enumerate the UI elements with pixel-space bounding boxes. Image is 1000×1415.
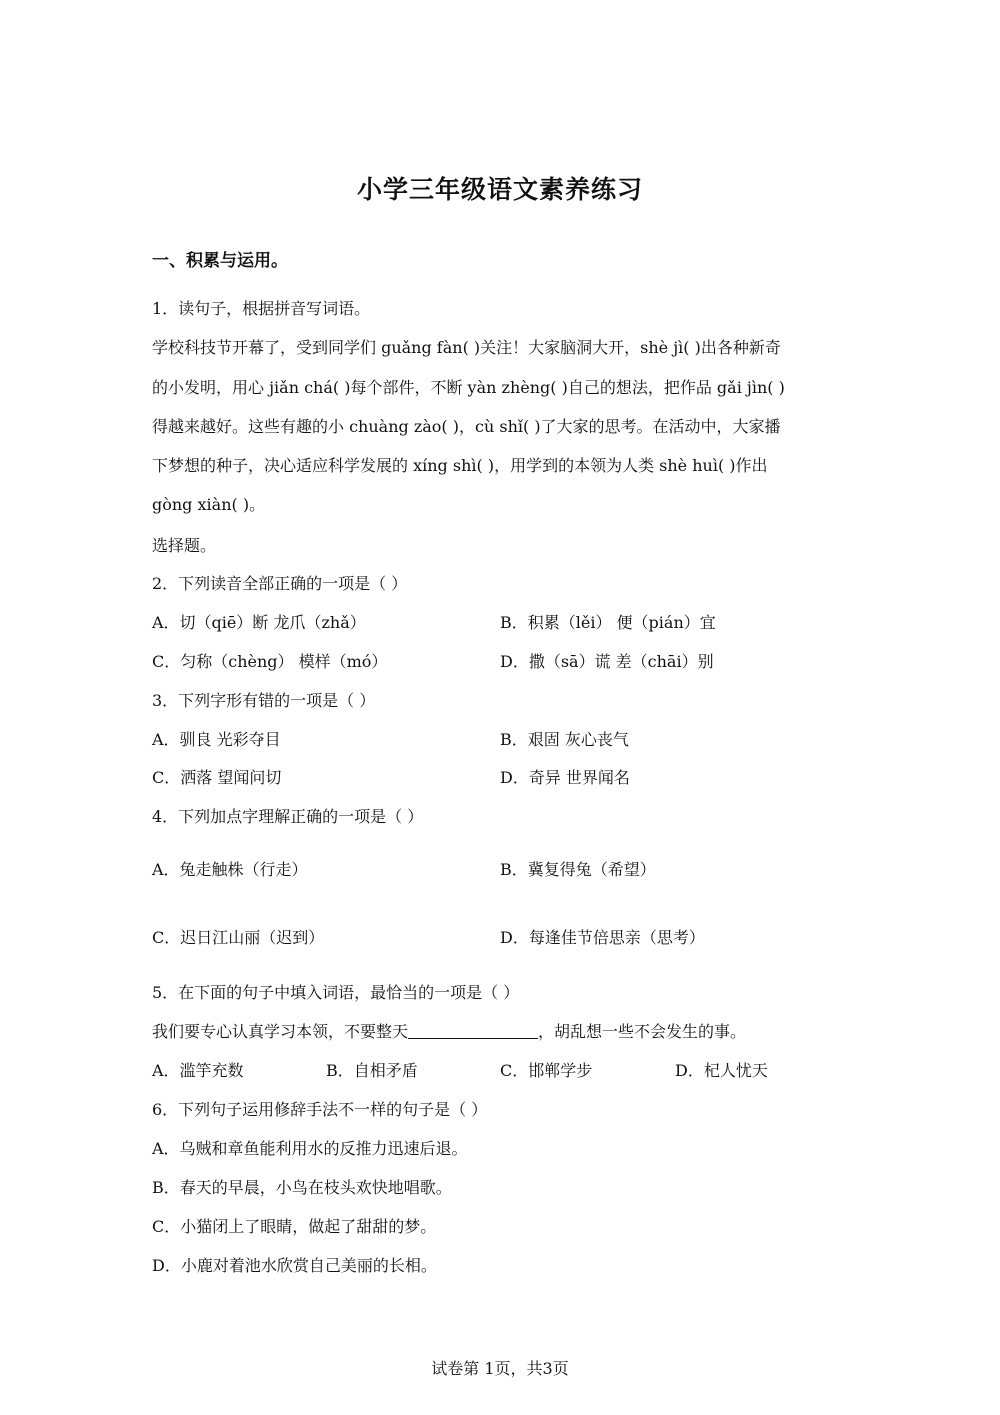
q5-option-a: A．滥竽充数 <box>152 1061 244 1080</box>
q6-option-a: A．乌贼和章鱼能利用水的反推力迅速后退。 <box>152 1139 468 1158</box>
q5-answer-blank <box>408 1022 538 1039</box>
q6-stem: 6．下列句子运用修辞手法不一样的句子是（ ） <box>152 1100 488 1119</box>
q4-option-d: D．每逢佳节倍思亲（思考） <box>500 928 705 947</box>
q1-line-1: 学校科技节开幕了，受到同学们 guǎng fàn( )关注！大家脑洞大开，shè jì( )出各种新奇 <box>152 338 781 357</box>
q4-option-a: A．兔走触株（行走） <box>152 860 308 879</box>
q4-option-b: B．冀复得兔（希望） <box>500 860 656 879</box>
q6-option-d: D．小鹿对着池水欣赏自己美丽的长相。 <box>152 1256 437 1275</box>
q5-sentence-before: 我们要专心认真学习本领，不要整天 <box>152 1022 409 1041</box>
q1-stem: 1．读句子，根据拼音写词语。 <box>152 299 371 318</box>
q4-stem: 4．下列加点字理解正确的一项是（ ） <box>152 807 424 826</box>
q3-option-c: C．洒落 望闻问切 <box>152 768 282 787</box>
q4-option-c: C．迟日江山丽（迟到） <box>152 928 325 947</box>
q1-line-2: 的小发明，用心 jiǎn chá( )每个部件，不断 yàn zhèng( )自己的想法，把作品 gǎi jìn( ) <box>152 378 785 397</box>
page-title: 小学三年级语文素养练习 <box>356 175 643 204</box>
choice-heading: 选择题。 <box>152 536 217 555</box>
q3-option-a: A．驯良 光彩夺目 <box>152 730 281 749</box>
q5-stem: 5．在下面的句子中填入词语，最恰当的一项是（ ） <box>152 983 520 1002</box>
q2-option-a: A．切（qiē）断 龙爪（zhǎ） <box>152 613 366 632</box>
q6-option-c: C．小猫闭上了眼睛，做起了甜甜的梦。 <box>152 1217 437 1236</box>
q2-option-b: B．积累（lěi） 便（pián）宜 <box>500 613 716 632</box>
q6-option-b: B．春天的早晨，小鸟在枝头欢快地唱歌。 <box>152 1178 452 1197</box>
q1-line-4: 下梦想的种子，决心适应科学发展的 xíng shì( )，用学到的本领为人类 shè huì( )作出 <box>152 456 768 475</box>
q3-stem: 3．下列字形有错的一项是（ ） <box>152 691 376 710</box>
q5-option-c: C．邯郸学步 <box>500 1061 593 1080</box>
q5-sentence <box>152 1021 746 1043</box>
q2-option-d: D．撒（sā）谎 差（chāi）别 <box>500 652 714 671</box>
page-footer: 试卷第 1页，共3页 <box>431 1359 569 1378</box>
q2-stem: 2．下列读音全部正确的一项是（ ） <box>152 574 408 593</box>
section-heading: 一、积累与运用。 <box>152 251 288 271</box>
q5-option-b: B．自相矛盾 <box>326 1061 418 1080</box>
q2-option-c: C．匀称（chèng） 模样（mó） <box>152 652 388 671</box>
q1-line-3: 得越来越好。这些有趣的小 chuàng zào( )，cù shǐ( )了大家的思考。在活动中，大家播 <box>152 417 781 436</box>
q3-option-d: D．奇异 世界闻名 <box>500 768 630 787</box>
q1-line-5: gòng xiàn( )。 <box>152 495 266 514</box>
q3-option-b: B．艰固 灰心丧气 <box>500 730 629 749</box>
q5-option-d: D．杞人忧天 <box>675 1061 768 1080</box>
q5-sentence-after: ，胡乱想一些不会发生的事。 <box>538 1022 747 1041</box>
